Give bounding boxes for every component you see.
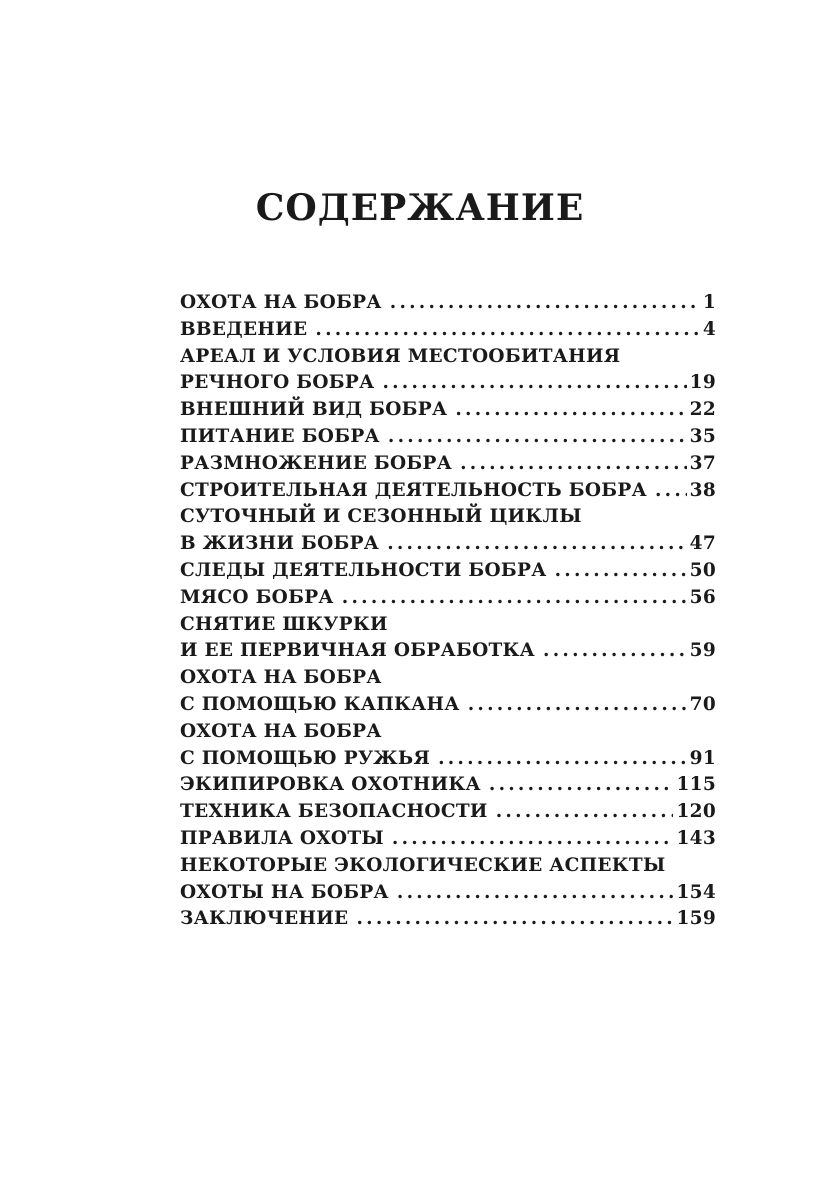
toc-entry-text: ОХОТА НА БОБРА <box>180 667 382 689</box>
toc-entry[interactable] <box>180 801 716 828</box>
toc-entry-text: С ПОМОЩЬЮ КАПКАНА <box>180 693 460 715</box>
toc-entry-title-line <box>180 721 716 748</box>
toc-dot-leader <box>555 560 687 581</box>
toc-entry-text: РЕЧНОГО БОБРА <box>180 372 375 394</box>
toc-page-number: 38 <box>689 479 716 501</box>
toc-entry-text: МЯСО БОБРА <box>180 586 334 608</box>
toc-entry-title-line <box>180 614 716 641</box>
toc-dot-leader <box>655 480 687 501</box>
toc-entry-text: С ПОМОЩЬЮ РУЖЬЯ <box>180 747 431 769</box>
toc-entry-last-line <box>180 640 716 667</box>
table-of-contents <box>180 292 716 935</box>
toc-dot-leader <box>496 801 674 822</box>
page-title: СОДЕРЖАНИЕ <box>255 187 585 229</box>
toc-entry-text: ВНЕШНИЙ ВИД БОБРА <box>180 399 448 421</box>
toc-dot-leader <box>390 292 700 313</box>
toc-page-number: 35 <box>689 425 716 447</box>
toc-entry[interactable] <box>180 480 716 507</box>
toc-page-number: 37 <box>689 452 716 474</box>
toc-page-number: 91 <box>689 747 716 769</box>
toc-entry-title-line <box>180 506 716 533</box>
toc-entry-last-line <box>180 480 716 507</box>
toc-entry[interactable] <box>180 774 716 801</box>
toc-entry-last-line <box>180 774 716 801</box>
toc-dot-leader <box>397 882 674 903</box>
toc-entry[interactable] <box>180 560 716 587</box>
toc-entry-last-line <box>180 908 716 935</box>
toc-dot-leader <box>356 908 673 929</box>
toc-page-number: 56 <box>689 586 716 608</box>
toc-page-number: 59 <box>689 640 716 662</box>
toc-entry-last-line <box>180 694 716 721</box>
toc-entry-text: И ЕЕ ПЕРВИЧНАЯ ОБРАБОТКА <box>180 640 536 662</box>
toc-entry-last-line <box>180 426 716 453</box>
toc-page-number: 19 <box>689 372 716 394</box>
toc-page-number: 47 <box>689 533 716 555</box>
toc-entry[interactable] <box>180 614 716 668</box>
toc-dot-leader <box>438 748 687 769</box>
toc-page-number: 70 <box>689 693 716 715</box>
toc-dot-leader <box>342 587 687 608</box>
toc-entry-text: ЗАКЛЮЧЕНИЕ <box>180 908 349 930</box>
toc-entry[interactable] <box>180 828 716 855</box>
toc-entry-title-line <box>180 346 716 373</box>
toc-entry-text: СНЯТИЕ ШКУРКИ <box>180 613 388 635</box>
toc-entry-last-line <box>180 319 716 346</box>
toc-page-number: 1 <box>702 292 716 313</box>
toc-entry-text: ОХОТА НА БОБРА <box>180 292 382 313</box>
toc-entry-last-line <box>180 292 716 319</box>
toc-entry[interactable] <box>180 346 716 400</box>
toc-entry-text: ОХОТА НА БОБРА <box>180 720 382 742</box>
toc-dot-leader <box>387 533 686 554</box>
toc-dot-leader <box>392 828 674 849</box>
toc-entry-last-line <box>180 399 716 426</box>
toc-page-number: 143 <box>676 827 716 849</box>
toc-entry-text: ПИТАНИЕ БОБРА <box>180 425 380 447</box>
toc-entry-text: ВВЕДЕНИЕ <box>180 318 308 340</box>
toc-entry-last-line <box>180 453 716 480</box>
toc-entry-last-line <box>180 882 716 909</box>
toc-dot-leader <box>382 372 686 393</box>
toc-entry[interactable] <box>180 292 716 319</box>
toc-entry[interactable] <box>180 399 716 426</box>
toc-entry[interactable] <box>180 506 716 560</box>
toc-dot-leader <box>489 774 674 795</box>
toc-dot-leader <box>315 319 699 340</box>
toc-page-number: 115 <box>676 774 716 796</box>
toc-entry-text: СУТОЧНЫЙ И СЕЗОННЫЙ ЦИКЛЫ <box>180 506 582 528</box>
toc-entry[interactable] <box>180 721 716 775</box>
toc-entry[interactable] <box>180 587 716 614</box>
toc-entry-text: В ЖИЗНИ БОБРА <box>180 533 380 555</box>
toc-entry-title-line <box>180 667 716 694</box>
toc-entry-last-line <box>180 828 716 855</box>
toc-entry[interactable] <box>180 855 716 909</box>
toc-entry-last-line <box>180 801 716 828</box>
toc-entry-text: НЕКОТОРЫЕ ЭКОЛОГИЧЕСКИЕ АСПЕКТЫ <box>180 854 666 876</box>
toc-page-number: 159 <box>676 908 716 930</box>
toc-entry-text: ЭКИПИРОВКА ОХОТНИКА <box>180 774 481 796</box>
toc-page-number: 154 <box>676 881 716 903</box>
toc-entry-text: СТРОИТЕЛЬНАЯ ДЕЯТЕЛЬНОСТЬ БОБРА <box>180 479 647 501</box>
toc-page-number: 120 <box>676 801 716 823</box>
toc-page-number: 50 <box>689 559 716 581</box>
toc-entry-text: АРЕАЛ И УСЛОВИЯ МЕСТООБИТАНИЯ <box>180 345 621 367</box>
toc-entry-text: ТЕХНИКА БЕЗОПАСНОСТИ <box>180 801 488 823</box>
toc-page-number: 22 <box>689 399 716 421</box>
toc-entry[interactable] <box>180 667 716 721</box>
toc-entry-last-line <box>180 587 716 614</box>
toc-entry-last-line <box>180 372 716 399</box>
toc-entry-title-line <box>180 855 716 882</box>
toc-entry[interactable] <box>180 908 716 935</box>
toc-dot-leader <box>455 399 686 420</box>
toc-entry-text: СЛЕДЫ ДЕЯТЕЛЬНОСТИ БОБРА <box>180 559 547 581</box>
toc-entry[interactable] <box>180 319 716 346</box>
toc-dot-leader <box>543 640 687 661</box>
toc-entry[interactable] <box>180 453 716 480</box>
toc-entry-text: РАЗМНОЖЕНИЕ БОБРА <box>180 452 453 474</box>
toc-entry-text: ПРАВИЛА ОХОТЫ <box>180 827 384 849</box>
toc-dot-leader <box>468 694 687 715</box>
toc-page-number: 4 <box>702 318 716 340</box>
toc-dot-leader <box>460 453 687 474</box>
toc-entry-text: ОХОТЫ НА БОБРА <box>180 881 389 903</box>
toc-entry-last-line <box>180 560 716 587</box>
toc-entry-last-line <box>180 748 716 775</box>
toc-entry[interactable] <box>180 426 716 453</box>
toc-entry-last-line <box>180 533 716 560</box>
toc-dot-leader <box>388 426 687 447</box>
